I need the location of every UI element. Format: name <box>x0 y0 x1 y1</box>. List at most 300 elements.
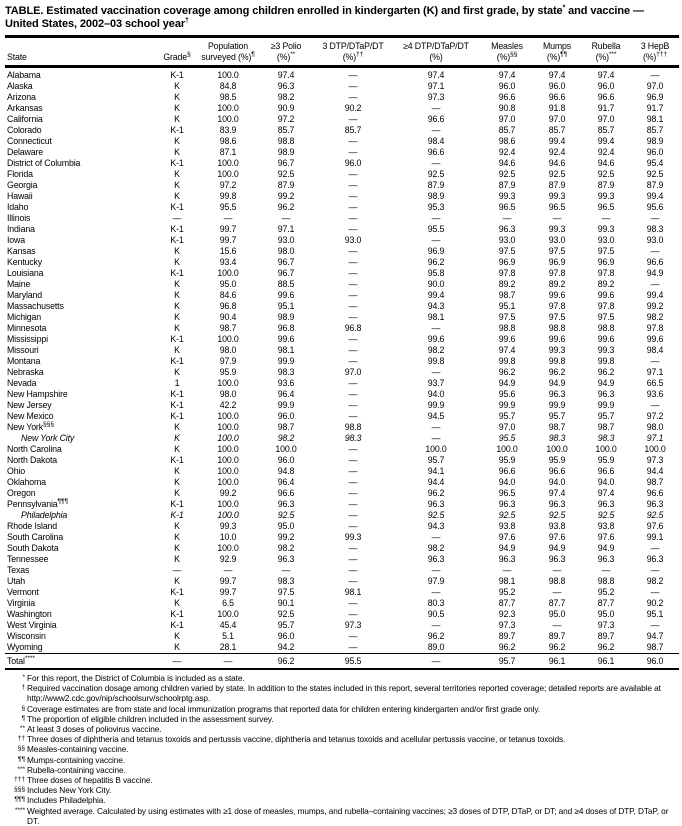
value-cell-dtp4: 96.6 <box>427 147 445 157</box>
value-cell-measles: 85.7 <box>498 125 516 135</box>
value-cell-measles: 95.9 <box>498 455 516 465</box>
value-cell-dtp4: 80.3 <box>427 598 445 608</box>
value-cell-grade: K-1 <box>170 235 184 245</box>
state-cell: Idaho <box>7 202 29 212</box>
value-cell-dtp3: — <box>348 400 358 410</box>
value-cell-rubella: 89.7 <box>597 631 615 641</box>
value-cell-rubella: 100.0 <box>595 444 617 454</box>
value-cell-hepb: 94.9 <box>646 268 664 278</box>
value-cell-hepb: 95.4 <box>646 158 664 168</box>
footnote-marker: ¶¶¶ <box>57 498 69 506</box>
value-cell-hepb: 98.2 <box>646 312 664 322</box>
value-cell-mumps: 93.8 <box>548 521 566 531</box>
value-cell-rubella: 97.3 <box>597 620 615 630</box>
value-cell-dtp4: 99.6 <box>427 334 445 344</box>
state-cell: Minnesota <box>7 323 47 333</box>
value-cell-population: 100.0 <box>217 169 239 179</box>
table-row <box>5 378 679 389</box>
footnotes <box>5 673 678 826</box>
value-cell-dtp4: — <box>431 103 441 113</box>
table-row <box>5 532 679 543</box>
table-row <box>5 543 679 554</box>
table-row <box>5 92 679 103</box>
value-cell-polio: 96.7 <box>277 257 295 267</box>
state-cell: Iowa <box>7 235 25 245</box>
table-row <box>5 147 679 158</box>
value-cell-polio: 98.1 <box>277 345 295 355</box>
value-cell-mumps: 94.9 <box>548 378 566 388</box>
value-cell-population: 99.2 <box>219 488 237 498</box>
value-cell-polio: 96.6 <box>277 488 295 498</box>
value-cell-population: 95.9 <box>219 367 237 377</box>
value-cell-mumps: 97.4 <box>548 488 566 498</box>
value-cell-hepb: 98.0 <box>646 422 664 432</box>
value-cell-mumps: 100.0 <box>546 444 568 454</box>
footnote-text: For this report, the District of Columbia is included as a state. <box>27 673 245 683</box>
value-cell-dtp4: — <box>431 213 441 223</box>
value-cell-population: 100.0 <box>217 268 239 278</box>
table-row <box>5 312 679 323</box>
value-cell-dtp4: 92.5 <box>427 510 445 520</box>
value-cell-mumps: 98.7 <box>548 422 566 432</box>
value-cell-rubella: 99.4 <box>597 136 615 146</box>
value-cell-polio: 93.0 <box>277 235 295 245</box>
state-cell: Kansas <box>7 246 36 256</box>
value-cell-population: 99.7 <box>219 576 237 586</box>
value-cell-measles: 96.6 <box>498 466 516 476</box>
value-cell-population: 100.0 <box>217 455 239 465</box>
table-row <box>5 554 679 565</box>
value-cell-dtp3: — <box>348 290 358 300</box>
value-cell-population: 100.0 <box>217 510 239 520</box>
value-cell-hepb: — <box>650 279 660 289</box>
value-cell-measles: 96.0 <box>498 81 516 91</box>
value-cell-dtp3: — <box>348 510 358 520</box>
value-cell-measles: 99.8 <box>498 356 516 366</box>
value-cell-polio: 96.3 <box>277 499 295 509</box>
value-cell-rubella: 97.8 <box>597 301 615 311</box>
value-cell-population: 93.4 <box>219 257 237 267</box>
value-cell-dtp3: — <box>348 411 358 421</box>
state-cell: Indiana <box>7 224 35 234</box>
value-cell-dtp4: 96.2 <box>427 488 445 498</box>
value-cell-dtp3: — <box>348 598 358 608</box>
value-cell-dtp4: — <box>431 565 441 575</box>
state-cell: South Carolina <box>7 532 64 542</box>
value-cell-dtp4: 90.5 <box>427 609 445 619</box>
value-cell-measles: 94.0 <box>498 477 516 487</box>
footnote-marker: ¶¶ <box>17 755 25 763</box>
value-cell-measles: 97.5 <box>498 312 516 322</box>
state-cell: Utah <box>7 576 25 586</box>
value-cell-grade: K <box>174 323 180 333</box>
table-row <box>5 224 679 235</box>
value-cell-dtp3: 90.2 <box>344 103 362 113</box>
value-cell-grade: K-1 <box>170 609 184 619</box>
value-cell-grade: K <box>174 444 180 454</box>
value-cell-dtp3: 96.0 <box>344 158 362 168</box>
table-row <box>5 158 679 169</box>
value-cell-measles: 90.8 <box>498 103 516 113</box>
footnote-marker: §§ <box>17 745 25 753</box>
state-cell: Mississippi <box>7 334 48 344</box>
value-cell-grade: 1 <box>174 378 180 388</box>
table-header <box>5 37 679 67</box>
state-cell: Texas <box>7 565 30 575</box>
value-cell-mumps: 94.0 <box>548 477 566 487</box>
state-cell: California <box>7 114 43 124</box>
value-cell-hepb: 94.7 <box>646 631 664 641</box>
value-cell-mumps: 98.3 <box>548 433 566 443</box>
value-cell-polio: 98.9 <box>277 312 295 322</box>
table-row <box>5 455 679 466</box>
value-cell-mumps: 87.7 <box>548 598 566 608</box>
column-header-dtp3 <box>315 37 391 67</box>
value-cell-population: 83.9 <box>219 125 237 135</box>
value-cell-polio: 95.1 <box>277 301 295 311</box>
value-cell-polio: 98.2 <box>277 433 295 443</box>
value-cell-measles: 98.8 <box>498 323 516 333</box>
value-cell-polio: 98.0 <box>277 246 295 256</box>
table-title-text-2: and vaccine — United States, 2002–03 school year <box>5 5 644 30</box>
value-cell-rubella: 97.6 <box>597 532 615 542</box>
footnote-marker: ††† <box>13 776 25 784</box>
value-cell-measles: 96.3 <box>498 224 516 234</box>
value-cell-dtp3: — <box>348 301 358 311</box>
value-cell-polio: 96.4 <box>277 477 295 487</box>
column-header-polio <box>257 37 315 67</box>
state-cell: Pennsylvania¶¶¶ <box>7 498 69 509</box>
table-row <box>5 620 679 631</box>
footnote <box>5 755 678 765</box>
value-cell-mumps: 97.0 <box>548 114 566 124</box>
table-row <box>5 477 679 488</box>
value-cell-grade: K-1 <box>170 455 184 465</box>
value-cell-grade: K <box>174 103 180 113</box>
value-cell-population: 87.1 <box>219 147 237 157</box>
value-cell-grade: K <box>174 631 180 641</box>
value-cell-dtp4: 97.9 <box>427 576 445 586</box>
value-cell-polio: 94.2 <box>277 642 295 652</box>
value-cell-dtp3: — <box>348 389 358 399</box>
value-cell-population: — <box>223 213 233 223</box>
value-cell-dtp4: 90.0 <box>427 279 445 289</box>
value-cell-dtp3: 96.8 <box>344 323 362 333</box>
value-cell-rubella: 97.8 <box>597 268 615 278</box>
column-header-line2: (%)** <box>276 51 296 62</box>
footnote <box>5 795 678 805</box>
state-cell: Virginia <box>7 598 35 608</box>
footnote-text: Mumps-containing vaccine. <box>27 754 126 765</box>
state-cell: Nebraska <box>7 367 44 377</box>
value-cell-population: 98.6 <box>219 136 237 146</box>
footnote-text: Coverage estimates are from state and local immunization programs that reported data for children entering kindergarten and/or first grade only. <box>27 703 541 714</box>
footnote-marker: ** <box>19 725 25 733</box>
value-cell-population: — <box>199 654 257 670</box>
state-cell: Philadelphia <box>21 510 68 520</box>
value-cell-measles: 97.6 <box>498 532 516 542</box>
value-cell-dtp3: — <box>348 70 358 80</box>
value-cell-rubella: 96.5 <box>597 202 615 212</box>
table-row <box>5 598 679 609</box>
column-header-line1: ≥3 Polio <box>270 41 302 51</box>
value-cell-polio: 96.3 <box>277 554 295 564</box>
value-cell-measles: 87.7 <box>498 598 516 608</box>
value-cell-grade: K <box>174 279 180 289</box>
value-cell-measles: 95.5 <box>498 433 516 443</box>
state-cell: Arkansas <box>7 103 43 113</box>
state-cell: Arizona <box>7 92 36 102</box>
total-row <box>5 654 679 670</box>
value-cell-grade: K <box>174 345 180 355</box>
value-cell-measles: 97.0 <box>498 422 516 432</box>
value-cell-dtp4: — <box>431 620 441 630</box>
value-cell-dtp3: — <box>348 147 358 157</box>
value-cell-dtp3: — <box>348 378 358 388</box>
value-cell-measles: 94.9 <box>498 378 516 388</box>
value-cell-rubella: 96.6 <box>597 466 615 476</box>
value-cell-grade: K <box>174 521 180 531</box>
state-cell: District of Columbia <box>7 158 81 168</box>
value-cell-population: 10.0 <box>219 532 237 542</box>
value-cell-dtp4: 96.3 <box>427 499 445 509</box>
table-row <box>5 301 679 312</box>
value-cell-dtp4: 97.3 <box>427 92 445 102</box>
value-cell-mumps: 97.4 <box>548 70 566 80</box>
value-cell-mumps: 96.3 <box>548 554 566 564</box>
value-cell-dtp4: 98.2 <box>427 345 445 355</box>
value-cell-polio: 96.4 <box>277 389 295 399</box>
value-cell-measles: 96.9 <box>498 257 516 267</box>
value-cell-polio: 92.5 <box>277 510 295 520</box>
value-cell-grade: K-1 <box>170 510 184 520</box>
value-cell-grade: K-1 <box>170 499 184 509</box>
table-row <box>5 433 679 444</box>
value-cell-rubella: 99.3 <box>597 224 615 234</box>
value-cell-mumps: 96.1 <box>533 654 581 670</box>
value-cell-measles: — <box>502 213 512 223</box>
value-cell-population: — <box>223 565 233 575</box>
footnote <box>5 806 678 826</box>
value-cell-rubella: 89.2 <box>597 279 615 289</box>
value-cell-dtp4: — <box>431 532 441 542</box>
value-cell-measles: 96.3 <box>498 499 516 509</box>
value-cell-dtp3: — <box>348 180 358 190</box>
value-cell-polio: 96.7 <box>277 268 295 278</box>
value-cell-rubella: 96.3 <box>597 499 615 509</box>
value-cell-population: 100.0 <box>217 411 239 421</box>
value-cell-hepb: 95.1 <box>646 609 664 619</box>
value-cell-mumps: 91.8 <box>548 103 566 113</box>
table-row <box>5 235 679 246</box>
value-cell-grade: K-1 <box>170 224 184 234</box>
value-cell-polio: 85.7 <box>277 125 295 135</box>
value-cell-mumps: 96.3 <box>548 499 566 509</box>
footnote-text: At least 3 doses of poliovirus vaccine. <box>27 724 162 735</box>
value-cell-rubella: 85.7 <box>597 125 615 135</box>
table-row <box>5 642 679 654</box>
value-cell-hepb: 93.0 <box>646 235 664 245</box>
value-cell-dtp3: — <box>348 312 358 322</box>
value-cell-rubella: 99.9 <box>597 400 615 410</box>
table-row <box>5 290 679 301</box>
column-header-line1: Rubella <box>591 41 621 51</box>
vaccination-coverage-table <box>5 35 679 670</box>
value-cell-polio: 96.0 <box>277 631 295 641</box>
table-row <box>5 268 679 279</box>
footnote-marker: §§§ <box>42 421 54 429</box>
value-cell-dtp3: — <box>348 565 358 575</box>
value-cell-hepb: 99.2 <box>646 301 664 311</box>
value-cell-rubella: 95.2 <box>597 587 615 597</box>
value-cell-grade: K-1 <box>170 202 184 212</box>
state-cell: Michigan <box>7 312 42 322</box>
value-cell-population: 84.8 <box>219 81 237 91</box>
value-cell-mumps: 97.5 <box>548 312 566 322</box>
value-cell-grade: K <box>174 488 180 498</box>
value-cell-measles: 92.4 <box>498 147 516 157</box>
column-header-line1: Measles <box>491 41 523 51</box>
value-cell-dtp4: 95.5 <box>427 224 445 234</box>
value-cell-mumps: 96.3 <box>548 389 566 399</box>
column-header-rubella <box>581 37 631 67</box>
value-cell-polio: 98.2 <box>277 543 295 553</box>
table-row <box>5 444 679 455</box>
value-cell-polio: 96.0 <box>277 455 295 465</box>
value-cell-population: 98.0 <box>219 389 237 399</box>
value-cell-population: 99.7 <box>219 587 237 597</box>
footnote <box>5 683 678 703</box>
value-cell-polio: 99.9 <box>277 400 295 410</box>
value-cell-measles: 89.7 <box>498 631 516 641</box>
footnote-text: Three doses of hepatitis B vaccine. <box>27 775 153 786</box>
state-cell: Rhode Island <box>7 521 58 531</box>
value-cell-dtp4: 96.3 <box>427 554 445 564</box>
value-cell-hepb: — <box>650 246 660 256</box>
footnote-marker: †† <box>355 51 364 59</box>
column-header-line1: Mumps <box>542 41 572 51</box>
value-cell-grade: K <box>174 576 180 586</box>
table-row <box>5 246 679 257</box>
value-cell-grade: K-1 <box>170 620 184 630</box>
state-cell: Missouri <box>7 345 39 355</box>
value-cell-rubella: 93.0 <box>597 235 615 245</box>
value-cell-polio: 98.7 <box>277 422 295 432</box>
state-cell: Maryland <box>7 290 42 300</box>
value-cell-measles: 97.0 <box>498 114 516 124</box>
value-cell-dtp3: — <box>348 576 358 586</box>
state-cell: New Hampshire <box>7 389 68 399</box>
state-cell: Kentucky <box>7 257 42 267</box>
value-cell-hepb: 96.3 <box>646 499 664 509</box>
column-header-mumps <box>533 37 581 67</box>
footnote <box>5 765 678 775</box>
value-cell-dtp3: — <box>348 642 358 652</box>
value-cell-dtp4: 87.9 <box>427 180 445 190</box>
value-cell-dtp4: — <box>431 433 441 443</box>
value-cell-population: 100.0 <box>217 477 239 487</box>
column-header-line2: surveyed (%)¶ <box>201 51 255 62</box>
value-cell-dtp3: — <box>348 92 358 102</box>
value-cell-rubella: 96.3 <box>597 554 615 564</box>
state-cell: South Dakota <box>7 543 59 553</box>
value-cell-rubella: 98.3 <box>597 433 615 443</box>
value-cell-grade: K <box>174 312 180 322</box>
value-cell-rubella: 92.5 <box>597 169 615 179</box>
value-cell-hepb: 66.5 <box>646 378 664 388</box>
value-cell-measles: 92.3 <box>498 609 516 619</box>
value-cell-dtp3: 85.7 <box>344 125 362 135</box>
value-cell-rubella: 97.5 <box>597 246 615 256</box>
table-row <box>5 279 679 290</box>
value-cell-population: 100.0 <box>217 499 239 509</box>
value-cell-population: 92.9 <box>219 554 237 564</box>
table-body <box>5 67 679 670</box>
value-cell-hepb: 99.6 <box>646 334 664 344</box>
value-cell-population: 100.0 <box>217 378 239 388</box>
value-cell-dtp4: — <box>431 587 441 597</box>
value-cell-measles: 95.1 <box>498 301 516 311</box>
value-cell-mumps: 95.7 <box>548 411 566 421</box>
value-cell-dtp3: — <box>348 499 358 509</box>
table-row <box>5 576 679 587</box>
state-cell: Ohio <box>7 466 25 476</box>
value-cell-grade: K <box>174 477 180 487</box>
value-cell-population: 100.0 <box>217 543 239 553</box>
footnote-marker: ¶ <box>251 51 255 59</box>
value-cell-polio: 93.6 <box>277 378 295 388</box>
value-cell-dtp3: — <box>348 477 358 487</box>
state-cell: New York§§§ <box>7 421 54 432</box>
value-cell-hepb: 96.0 <box>646 147 664 157</box>
value-cell-rubella: 97.0 <box>597 114 615 124</box>
value-cell-dtp4: 99.9 <box>427 400 445 410</box>
footnote-text: Includes New York City. <box>27 785 112 796</box>
value-cell-population: 100.0 <box>217 158 239 168</box>
value-cell-polio: 92.5 <box>277 169 295 179</box>
table-row <box>5 169 679 180</box>
value-cell-hepb: 100.0 <box>644 444 666 454</box>
state-cell: Alabama <box>7 70 41 80</box>
table-row <box>5 488 679 499</box>
value-cell-hepb: — <box>650 213 660 223</box>
value-cell-measles: 96.3 <box>498 554 516 564</box>
value-cell-dtp4: — <box>391 654 481 670</box>
value-cell-hepb: 90.2 <box>646 598 664 608</box>
value-cell-population: 28.1 <box>219 642 237 652</box>
value-cell-measles: 97.4 <box>498 70 516 80</box>
value-cell-hepb: 97.8 <box>646 323 664 333</box>
column-header-hepb <box>631 37 679 67</box>
value-cell-mumps: 99.6 <box>548 334 566 344</box>
value-cell-mumps: 99.4 <box>548 136 566 146</box>
state-cell: Oregon <box>7 488 36 498</box>
value-cell-dtp3: — <box>348 191 358 201</box>
value-cell-polio: 96.7 <box>277 158 295 168</box>
value-cell-dtp3: — <box>348 488 358 498</box>
value-cell-hepb: 97.3 <box>646 455 664 465</box>
value-cell-polio: 100.0 <box>275 444 297 454</box>
value-cell-hepb: 96.0 <box>631 654 679 670</box>
value-cell-grade: K-1 <box>170 158 184 168</box>
table-row <box>5 103 679 114</box>
value-cell-dtp3: 98.1 <box>344 587 362 597</box>
value-cell-rubella: 99.6 <box>597 334 615 344</box>
column-header-population <box>199 37 257 67</box>
value-cell-mumps: 92.5 <box>548 510 566 520</box>
value-cell-population: 5.1 <box>222 631 234 641</box>
value-cell-measles: 97.3 <box>498 620 516 630</box>
